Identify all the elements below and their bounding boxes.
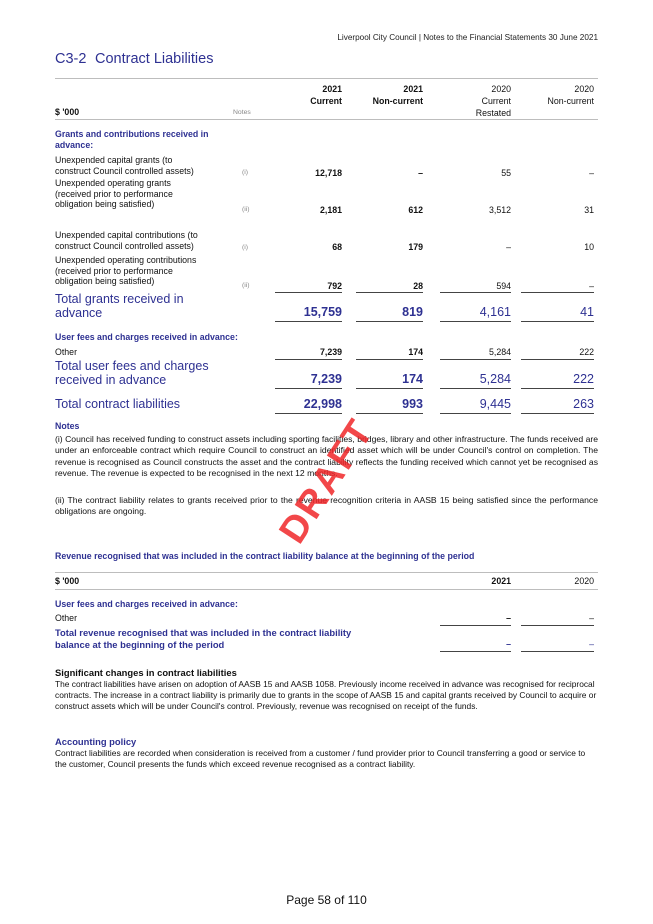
subtotal-line: [275, 292, 342, 293]
subtotal-line: [356, 292, 423, 293]
revenue-table-heading: Revenue recognised that was included in the contract liability balance at the beginning of the period: [55, 551, 475, 561]
col-header-2020-noncurrent: 2020 Non-current: [547, 84, 594, 106]
total-underline: [356, 321, 423, 322]
total-value: 15,759: [303, 305, 342, 319]
total-value: 4,161: [479, 305, 511, 319]
section-title: [55, 51, 213, 67]
total-underline: [440, 651, 511, 652]
total-underline: [440, 413, 511, 414]
group-heading-user-fees: User fees and charges received in advance:: [55, 332, 238, 342]
total-underline: [521, 651, 594, 652]
cell-value: 594: [496, 281, 511, 291]
table2-col-2020: 2020: [574, 576, 594, 586]
cell-value: –: [418, 168, 423, 178]
accounting-policy-heading: Accounting policy: [55, 736, 137, 747]
total-underline: [356, 413, 423, 414]
note-i-paragraph: (i) Council has received funding to construct assets including sporting facilities, bridges, library and other infrastructure. The funds received are under an enforceable contract which require Council to construct an identified asset which will be under Council's control on completion. The revenue is recognised as Council constructs the asset and the contract liability reflects the funding received which cannot yet be recognised as revenue. The revenue is expected to be recognised in the next 12 months.: [55, 434, 598, 479]
total-contract-liabilities-label: Total contract liabilities: [55, 397, 181, 411]
significant-changes-heading: Significant changes in contract liabilities: [55, 667, 237, 678]
total-underline: [275, 321, 342, 322]
subtotal-line: [440, 359, 511, 360]
grand-total-value: 993: [402, 397, 423, 411]
total-grants-label: Total grants received in advance: [55, 292, 184, 320]
section-title-text: Contract Liabilities: [95, 51, 214, 67]
running-header: Liverpool City Council | Notes to the Financial Statements 30 June 2021: [337, 33, 598, 42]
total-underline: [521, 321, 594, 322]
col-header-2021-current: 2021 Current: [310, 84, 342, 106]
table2-col-2021: 2021: [491, 576, 511, 586]
draft-watermark: DRAFT: [271, 411, 383, 551]
row-note-ref: (i): [242, 169, 249, 176]
notes-column-label: Notes: [233, 109, 251, 116]
table2-total-label: Total revenue recognised that was included in the contract liability balance at the beginning of the period: [55, 627, 352, 650]
cell-value: 31: [584, 205, 594, 215]
cell-value: 792: [327, 281, 342, 291]
total-value: 5,284: [479, 372, 511, 386]
cell-value: 68: [332, 242, 342, 252]
subtotal-line: [440, 292, 511, 293]
subtotal-line: [521, 292, 594, 293]
cell-value: –: [589, 168, 594, 178]
row-label-other: Other: [55, 347, 78, 357]
subtotal-line: [521, 359, 594, 360]
cell-value: 612: [408, 205, 423, 215]
total-underline: [521, 388, 594, 389]
cell-value: 3,512: [488, 205, 511, 215]
cell-value: –: [506, 242, 511, 252]
total-underline: [440, 388, 511, 389]
table2-top-rule: [55, 572, 598, 573]
row-label-operating-grants: Unexpended operating grants (received prior to performance obligation being satisfied): [55, 178, 173, 210]
table2-unit-label: $ '000: [55, 576, 80, 586]
total-underline: [440, 321, 511, 322]
cell-value: 5,284: [488, 347, 511, 357]
row-note-ref: (ii): [242, 206, 250, 213]
cell-value: 2,181: [319, 205, 342, 215]
page-number: Page 58 of 110: [286, 893, 367, 907]
table2-header-rule: [55, 589, 598, 590]
total-underline: [356, 388, 423, 389]
total-value: –: [506, 639, 511, 649]
total-underline: [275, 388, 342, 389]
section-number: C3-2: [55, 51, 87, 67]
row-note-ref: (i): [242, 244, 249, 251]
subtotal-line: [440, 625, 511, 626]
table-header-rule: [55, 119, 598, 120]
accounting-policy-paragraph: Contract liabilities are recorded when consideration is received from a customer / fund provider prior to Council transferring a good or service to the customer, Council presents the funds which exceed revenue recognised as a contract liability.: [55, 748, 586, 769]
col-header-2020-current: 2020 Current Restated: [475, 84, 511, 118]
table-top-rule: [55, 78, 598, 79]
col-header-2021-noncurrent: 2021 Non-current: [372, 84, 423, 106]
cell-value: 7,239: [319, 347, 342, 357]
row-label-capital-contributions: Unexpended capital contributions (to construct Council controlled assets): [55, 230, 198, 251]
total-value: –: [589, 639, 594, 649]
significant-changes-paragraph: The contract liabilities have arisen on adoption of AASB 15 and AASB 1058. Previously income received in advance was recognised for reciprocal contracts. The increase in a contract liability is primarily due to grants in the scope of AASB 15 and capital grants received by Council to acquire or construct assets which will be under Council's control. Previously, revenue was recognised on receipt of the funds.: [55, 679, 597, 711]
table2-group-heading: User fees and charges received in advance:: [55, 599, 238, 609]
grand-total-value: 263: [573, 397, 594, 411]
total-underline: [521, 413, 594, 414]
cell-value: 174: [408, 347, 423, 357]
total-value: 41: [580, 305, 594, 319]
row-note-ref: (ii): [242, 282, 250, 289]
grand-total-value: 9,445: [479, 397, 511, 411]
total-user-fees-label: Total user fees and charges received in advance: [55, 359, 209, 387]
cell-value: –: [589, 281, 594, 291]
row-label-capital-grants: Unexpended capital grants (to construct Council controlled assets): [55, 155, 194, 176]
total-value: 222: [573, 372, 594, 386]
cell-value: –: [589, 613, 594, 623]
table2-row-label-other: Other: [55, 613, 78, 623]
subtotal-line: [356, 359, 423, 360]
cell-value: 28: [413, 281, 423, 291]
notes-heading: Notes: [55, 421, 80, 431]
cell-value: 55: [501, 168, 511, 178]
total-underline: [275, 413, 342, 414]
cell-value: 222: [579, 347, 594, 357]
total-value: 7,239: [310, 372, 342, 386]
unit-label: $ '000: [55, 107, 80, 117]
subtotal-line: [521, 625, 594, 626]
cell-value: 12,718: [315, 168, 342, 178]
total-value: 819: [402, 305, 423, 319]
row-label-operating-contributions: Unexpended operating contributions (received prior to performance obligation being satisfied): [55, 255, 197, 287]
grand-total-value: 22,998: [303, 397, 342, 411]
group-heading-grants: Grants and contributions received in advance:: [55, 129, 209, 150]
cell-value: –: [506, 613, 511, 623]
cell-value: 10: [584, 242, 594, 252]
note-ii-paragraph: (ii) The contract liability relates to grants received prior to the revenue recognition criteria in AASB 15 being satisfied since the performance obligations are ongoing.: [55, 495, 598, 517]
cell-value: 179: [408, 242, 423, 252]
total-value: 174: [402, 372, 423, 386]
subtotal-line: [275, 359, 342, 360]
